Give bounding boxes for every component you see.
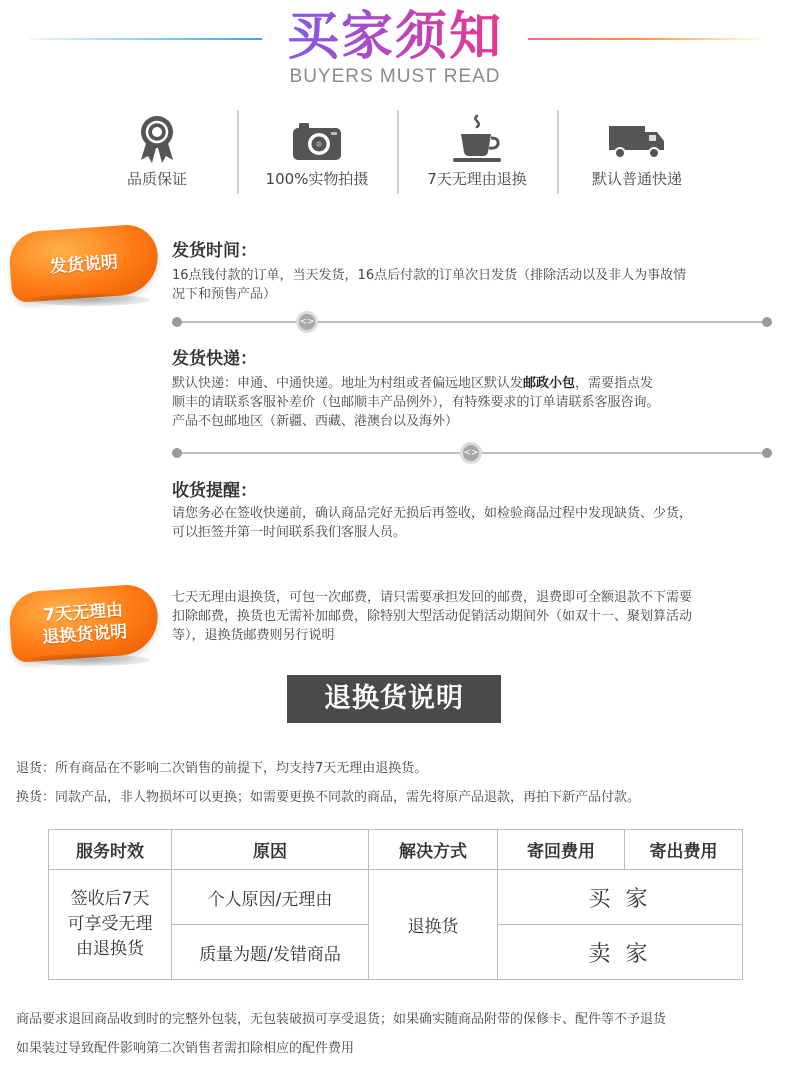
table-cell-reason: 质量为题/发错商品 xyxy=(172,925,369,979)
delivery-truck-icon xyxy=(607,114,667,164)
receipt-title: 收货提醒： xyxy=(172,481,257,501)
feature-7day-return xyxy=(397,110,557,196)
section-divider xyxy=(172,445,772,461)
shipping-badge-text: 发货说明 xyxy=(49,252,119,278)
table-header-cell: 寄出费用 xyxy=(625,830,742,870)
table-header-cell: 解决方式 xyxy=(369,830,498,870)
feature-quality xyxy=(77,110,237,196)
table-header-cell: 寄回费用 xyxy=(498,830,625,870)
feature-real-photos xyxy=(237,110,397,196)
return-badge-body: 七天无理由退换货，可包一次邮费，请只需要承担发回的邮费，退费即可全额退款不下需要 扣除邮费，换货也无需补加邮费，除特别大型活动促销活动期间外（如双十一、聚划算活动 等），退换货邮费则另行说明 xyxy=(172,590,693,643)
section-divider xyxy=(172,314,772,330)
page-subtitle: BUYERS MUST READ xyxy=(289,66,501,87)
return-policy-heading: 退换货说明 xyxy=(287,675,501,723)
return-footnote: 商品要求退回商品收到时的完整外包装，无包装破损可享受退货；如果确实随商品附带的保修卡、配件等不予退货 如果装过导致配件影响第二次销售者需扣除相应的配件费用 xyxy=(16,1012,667,1056)
return-rule-text: 退货：所有商品在不影响二次销售的前提下，均支持7天无理由退换货。 xyxy=(16,761,428,776)
table-header-cell: 服务时效 xyxy=(49,830,172,870)
page-header xyxy=(0,0,790,100)
return-badge-text: 7天无理由 退换货说明 xyxy=(41,600,128,648)
ship-express-title: 发货快递： xyxy=(172,349,257,369)
exchange-rule-text: 换货：同款产品，非人物损坏可以更换；如需要更换不同款的商品，需先将原产品退款，再拍下新产品付款。 xyxy=(16,790,641,805)
table-cell-solution: 退换货 xyxy=(369,870,498,979)
camera-icon xyxy=(287,114,347,164)
return-badge xyxy=(10,588,160,666)
divider-knob-icon: <> xyxy=(460,442,482,464)
table-cell-period: 签收后7天 可享受无理 由退换货 xyxy=(49,870,172,979)
receipt-body: 请您务必在签收快递前，确认商品完好无损后再签收，如检验商品过程中发现缺货、少货， 可以拒签并第一时间联系我们客服人员。 xyxy=(172,506,693,540)
ship-time-body: 16点钱付款的订单，当天发货，16点后付款的订单次日发货（排除活动以及非人为事故情 况下和预售产品） xyxy=(172,268,687,302)
feature-label: 默认普通快递 xyxy=(591,170,682,188)
page-title: 买家须知 xyxy=(0,6,790,68)
feature-label: 7天无理由退换 xyxy=(427,170,527,188)
feature-label: 品质保证 xyxy=(126,170,187,188)
coffee-cup-icon xyxy=(447,114,507,164)
table-cell-payer: 买 家 xyxy=(498,870,742,925)
ribbon-medal-icon xyxy=(127,114,187,164)
ship-time-title: 发货时间： xyxy=(172,241,257,261)
table-header-cell: 原因 xyxy=(172,830,369,870)
table-cell-reason: 个人原因/无理由 xyxy=(172,870,369,925)
feature-label: 100%实物拍摄 xyxy=(265,170,369,188)
feature-strip xyxy=(77,110,717,196)
shipping-badge xyxy=(10,228,160,306)
table-cell-payer: 卖 家 xyxy=(588,941,652,967)
ship-express-body: 默认快递：申通、中通快递。地址为村组或者偏远地区默认发邮政小包，需要指点发 顺丰的请联系客服补差价（包邮顺丰产品例外），有特殊要求的订单请联系客服咨询。 产品不包邮地区（新疆、西藏、港澳台以及海外） xyxy=(172,376,660,429)
postal-parcel-highlight: 邮政小包 xyxy=(523,376,576,391)
return-policy-table xyxy=(48,829,743,980)
feature-default-express xyxy=(557,110,717,196)
divider-knob-icon: <> xyxy=(296,311,318,333)
